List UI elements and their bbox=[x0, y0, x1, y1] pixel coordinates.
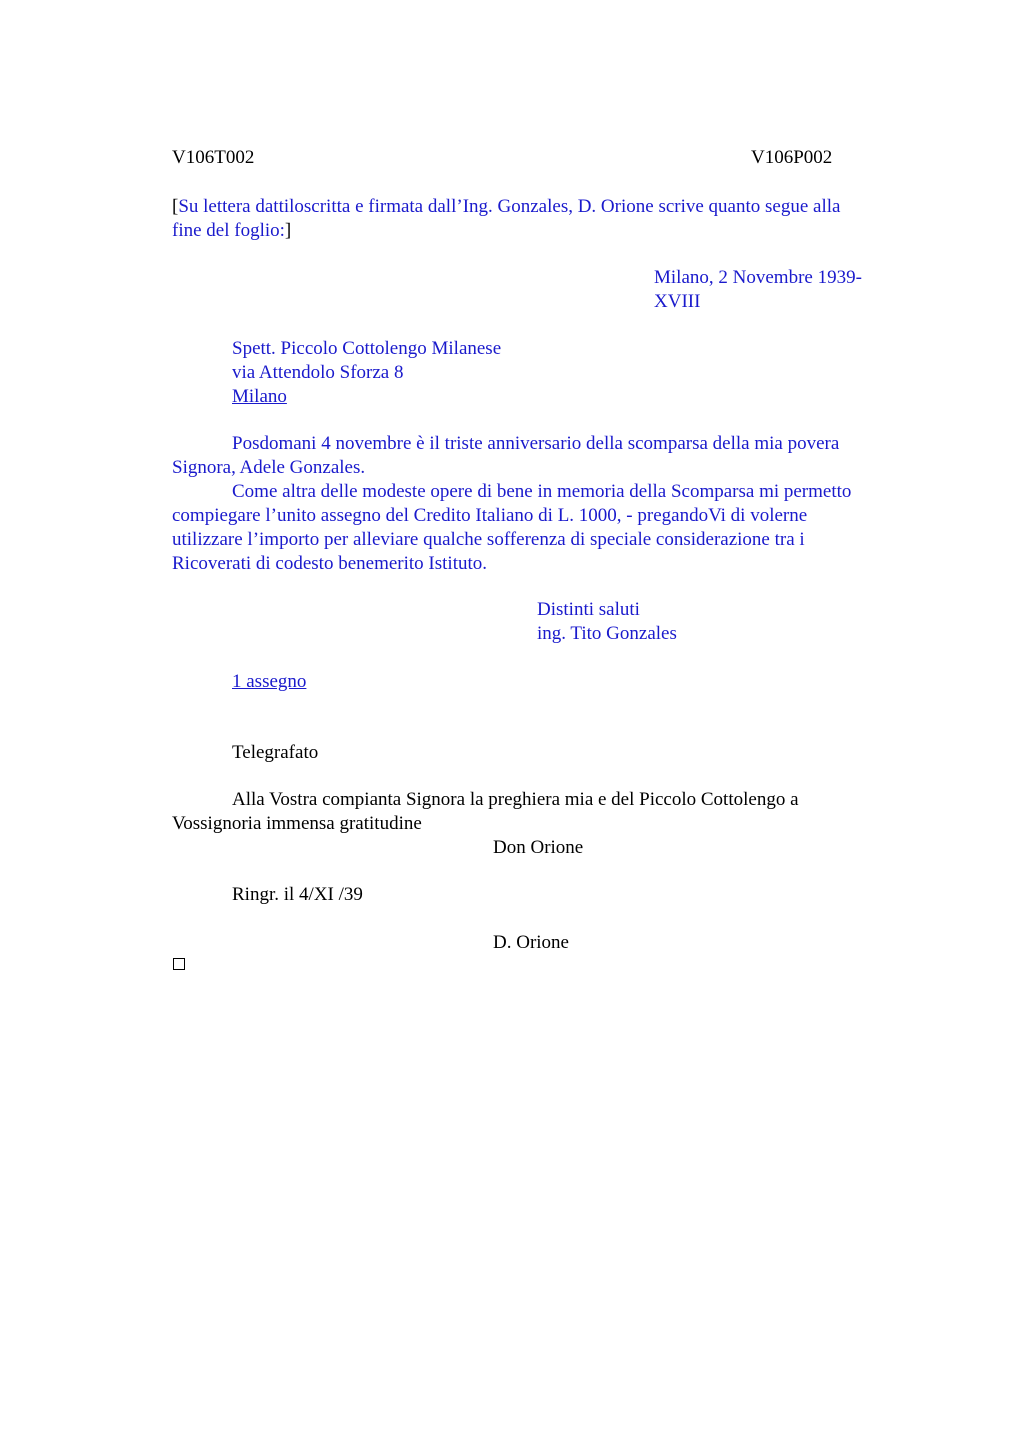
reply-message-line1: Alla Vostra compianta Signora la preghiera mia e del Piccolo Cottolengo a bbox=[232, 789, 799, 810]
letter-date-line1: Milano, 2 Novembre 1939- bbox=[654, 267, 862, 288]
editor-note-line2 bbox=[172, 219, 291, 243]
paragraph2-line2: compiegare l’unito assegno del Credito Italiano di L. 1000, - pregandoVi di volerne bbox=[172, 505, 808, 526]
letter-closing: Distinti saluti bbox=[537, 599, 640, 620]
header-right-code: V106P002 bbox=[751, 147, 833, 168]
reply-message-line2: Vossignoria immensa gratitudine bbox=[172, 813, 422, 834]
reply-signature: Don Orione bbox=[493, 837, 584, 858]
editor-note-line1 bbox=[172, 195, 840, 219]
checkbox-square-icon bbox=[173, 958, 185, 970]
letter-date-line2: XVIII bbox=[654, 291, 701, 312]
editor-note-text1: Su lettera dattiloscritta e firmata dall’Ing. Gonzales, D. Orione scrive quanto segue alla bbox=[178, 196, 841, 217]
final-signature: D. Orione bbox=[493, 932, 569, 953]
address-line-1: Spett. Piccolo Cottolengo Milanese bbox=[232, 338, 502, 359]
address-city: Milano bbox=[232, 386, 287, 407]
address-line-2: via Attendolo Sforza 8 bbox=[232, 362, 404, 383]
paragraph1-line2: Signora, Adele Gonzales. bbox=[172, 457, 366, 478]
telegram-label: Telegrafato bbox=[232, 742, 319, 763]
paragraph2-line1: Come altra delle modeste opere di bene in memoria della Scomparsa mi permetto bbox=[232, 481, 852, 502]
close-bracket: ] bbox=[284, 220, 292, 241]
header-left-code: V106T002 bbox=[172, 147, 255, 168]
editor-note-text2: fine del foglio: bbox=[172, 220, 285, 241]
paragraph1-line1: Posdomani 4 novembre è il triste anniversario della scomparsa della mia povera bbox=[232, 433, 840, 454]
enclosure-note: 1 assegno bbox=[232, 671, 307, 692]
paragraph2-line3: utilizzare l’importo per alleviare qualche sofferenza di speciale considerazione tra i bbox=[172, 529, 805, 550]
open-bracket: [ bbox=[172, 196, 179, 217]
letter-signature: ing. Tito Gonzales bbox=[537, 623, 677, 644]
thanks-note: Ringr. il 4/XI /39 bbox=[232, 884, 363, 905]
paragraph2-line4: Ricoverati di codesto benemerito Istituto. bbox=[172, 553, 488, 574]
